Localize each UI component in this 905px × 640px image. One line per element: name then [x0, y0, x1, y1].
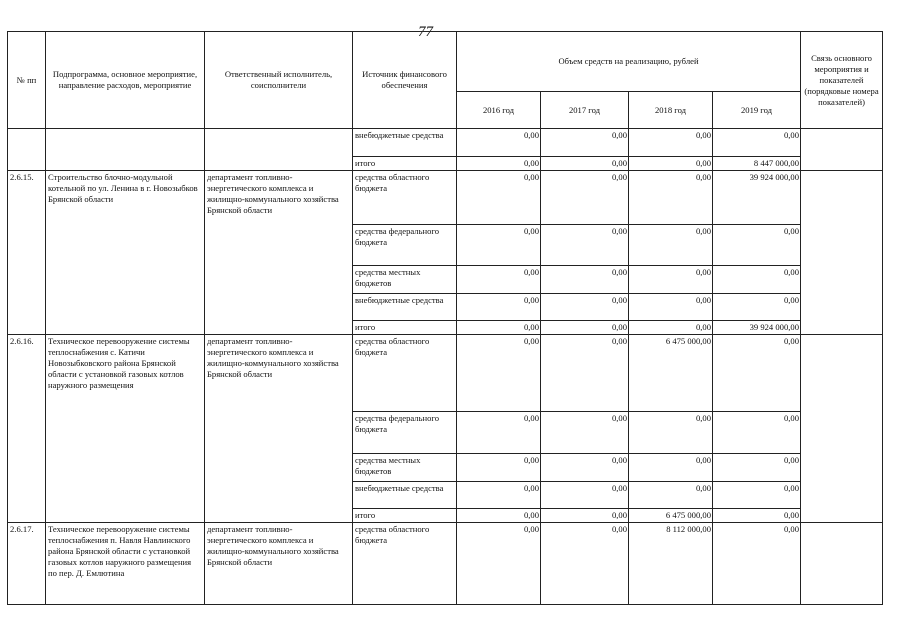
item-num: 2.6.15. [8, 171, 46, 335]
value-cell: 8 447 000,00 [713, 157, 801, 171]
value-cell: 0,00 [457, 129, 541, 157]
source-cell: средства местных бюджетов [353, 266, 457, 294]
value-cell: 0,00 [629, 482, 713, 509]
source-cell: средства федерального бюджета [353, 412, 457, 454]
source-cell: средства областного бюджета [353, 523, 457, 605]
value-cell: 0,00 [541, 157, 629, 171]
header-source: Источник финансового обеспечения [353, 32, 457, 129]
value-cell: 0,00 [457, 509, 541, 523]
value-cell: 0,00 [713, 129, 801, 157]
header-year: 2019 год [713, 92, 801, 129]
page-number: 77 [418, 24, 433, 40]
value-cell: 0,00 [629, 157, 713, 171]
header-row [8, 32, 883, 92]
value-cell: 0,00 [713, 294, 801, 321]
source-cell: средства федерального бюджета [353, 225, 457, 266]
link-cell [801, 523, 883, 605]
item-num: 2.6.17. [8, 523, 46, 605]
value-cell: 0,00 [629, 129, 713, 157]
item-name: Строительство блочно-модульной котельной по ул. Ленина в г. Новозыбков Брянской области [46, 171, 205, 335]
value-cell: 0,00 [541, 129, 629, 157]
value-cell: 0,00 [541, 412, 629, 454]
header-program: Подпрограмма, основное мероприятие, направление расходов, мероприятие [46, 32, 205, 129]
value-cell: 0,00 [629, 266, 713, 294]
source-cell: средства областного бюджета [353, 335, 457, 412]
value-cell: 0,00 [457, 523, 541, 605]
value-cell: 0,00 [457, 321, 541, 335]
value-cell: 0,00 [629, 171, 713, 225]
value-cell: 0,00 [457, 412, 541, 454]
value-cell: 0,00 [713, 266, 801, 294]
header-year: 2018 год [629, 92, 713, 129]
value-cell: 0,00 [541, 266, 629, 294]
value-cell: 0,00 [541, 335, 629, 412]
value-cell: 0,00 [457, 335, 541, 412]
value-cell: 0,00 [713, 523, 801, 605]
link-cell [801, 171, 883, 335]
source-cell: внебюджетные средства [353, 294, 457, 321]
value-cell: 0,00 [541, 294, 629, 321]
header-year: 2016 год [457, 92, 541, 129]
value-cell: 0,00 [541, 482, 629, 509]
value-cell: 0,00 [713, 454, 801, 482]
source-cell: средства областного бюджета [353, 171, 457, 225]
header-link: Связь основного мероприятия и показателей (порядковые номера показателей) [801, 32, 883, 129]
value-cell: 0,00 [713, 412, 801, 454]
item-name: Техническое перевооружение системы теплоснабжения п. Навля Навлинского района Брянской области с установкой газовых котлов наружного размещения по пер. Д. Емлютина [46, 523, 205, 605]
value-cell: 0,00 [457, 225, 541, 266]
value-cell: 8 112 000,00 [629, 523, 713, 605]
table-row [8, 157, 883, 171]
header-volume: Объем средств на реализацию, рублей [457, 32, 801, 92]
item-num: 2.6.16. [8, 335, 46, 523]
value-cell: 0,00 [457, 171, 541, 225]
total-label: итого [353, 157, 457, 171]
value-cell: 0,00 [629, 454, 713, 482]
value-cell: 0,00 [629, 225, 713, 266]
item-executor: департамент топливно-энергетического комплекса и жилищно-коммунального хозяйства Брянской области [205, 171, 353, 335]
header-year: 2017 год [541, 92, 629, 129]
total-label: итого [353, 321, 457, 335]
link-cell [801, 335, 883, 523]
item-name: Техническое перевооружение системы теплоснабжения с. Катичи Новозыбковского района Брянской области с установкой газовых котлов наружного размещения [46, 335, 205, 523]
value-cell: 0,00 [457, 266, 541, 294]
table-row [8, 523, 883, 605]
value-cell: 0,00 [713, 509, 801, 523]
value-cell: 0,00 [457, 482, 541, 509]
source-cell: внебюджетные средства [353, 482, 457, 509]
value-cell: 39 924 000,00 [713, 171, 801, 225]
value-cell: 0,00 [629, 412, 713, 454]
item-executor: департамент топливно-энергетического комплекса и жилищно-коммунального хозяйства Брянской области [205, 335, 353, 523]
header-num: № пп [8, 32, 46, 129]
value-cell: 0,00 [713, 482, 801, 509]
value-cell: 6 475 000,00 [629, 335, 713, 412]
table-row [8, 171, 883, 225]
value-cell: 0,00 [713, 335, 801, 412]
table-row [8, 335, 883, 412]
value-cell: 0,00 [541, 454, 629, 482]
table-row [8, 129, 883, 157]
source-cell: внебюджетные средства [353, 129, 457, 157]
value-cell: 0,00 [541, 509, 629, 523]
budget-table [7, 31, 883, 605]
source-cell: средства местных бюджетов [353, 454, 457, 482]
value-cell: 0,00 [457, 294, 541, 321]
header-executor: Ответственный исполнитель, соисполнители [205, 32, 353, 129]
value-cell: 0,00 [713, 225, 801, 266]
value-cell: 0,00 [541, 321, 629, 335]
item-executor: департамент топливно-энергетического комплекса и жилищно-коммунального хозяйства Брянской области [205, 523, 353, 605]
value-cell: 0,00 [457, 157, 541, 171]
value-cell: 0,00 [541, 171, 629, 225]
value-cell: 0,00 [541, 523, 629, 605]
value-cell: 0,00 [541, 225, 629, 266]
value-cell: 0,00 [629, 321, 713, 335]
value-cell: 6 475 000,00 [629, 509, 713, 523]
value-cell: 0,00 [457, 454, 541, 482]
value-cell: 39 924 000,00 [713, 321, 801, 335]
value-cell: 0,00 [629, 294, 713, 321]
total-label: итого [353, 509, 457, 523]
